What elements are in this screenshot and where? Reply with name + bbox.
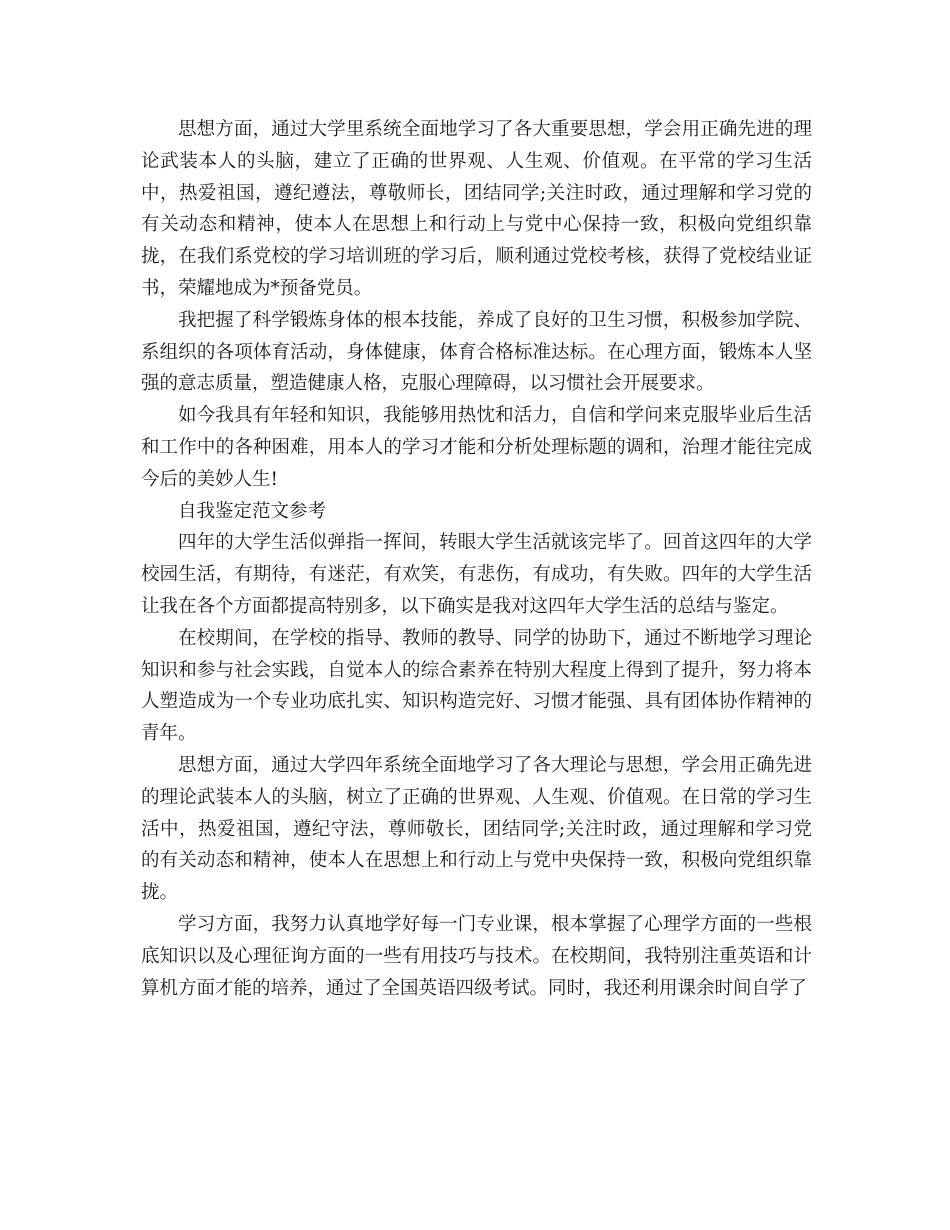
section-heading: 自我鉴定范文参考 [178,500,327,522]
paragraph-outlook: 如今我具有年轻和知识，我能够用热忱和活力，自信和学问来克服毕业后生活和工作中的各种困难，用本人的学习才能和分析处理标题的调和，治理才能往完成今后的美妙人生! [141,405,812,490]
paragraph-thought-2: 思想方面，通过大学四年系统全面地学习了各大理论与思想，学会用正确先进的理论武装本人的头脑，树立了正确的世界观、人生观、价值观。在日常的学习生活中，热爱祖国，遵纪守法，尊师敬长，团结同学;关注时政，通过理解和学习党的有关动态和精神，使本人在思想上和行动上与党中央保持一致，积极向党组织靠拢。 [141,754,812,904]
paragraph-thought-1: 思想方面，通过大学里系统全面地学习了各大重要思想，学会用正确先进的理论武装本人的头脑，建立了正确的世界观、人生观、价值观。在平常的学习生活中，热爱祖国，遵纪遵法，尊敬师长，团结同学;关注时政，通过理解和学习党的有关动态和精神，使本人在思想上和行动上与党中心保持一致，积极向党组织靠拢，在我们系党校的学习培训班的学习后，顺利通过党校考核，获得了党校结业证书，荣耀地成为*预备党员。 [141,119,812,299]
paragraph-physical: 我把握了科学锻炼身体的根本技能，养成了良好的卫生习惯，积极参加学院、系组织的各项体育活动，身体健康，体育合格标准达标。在心理方面，锻炼本人坚强的意志质量，塑造健康人格，克服心理障碍，以习惯社会开展要求。 [141,309,812,395]
document-body [141,114,812,1004]
paragraph-study: 学习方面，我努力认真地学好每一门专业课，根本掌握了心理学方面的一些根底知识以及心理征询方面的一些有用技巧与技术。在校期间，我特别注重英语和计算机方面才能的培养，通过了全国英语四级考试。同时，我还利用课余时间自学了 [141,913,812,999]
paragraph-intro: 四年的大学生活似弹指一挥间，转眼大学生活就该完毕了。回首这四年的大学校园生活，有期待，有迷茫，有欢笑，有悲伤，有成功，有失败。四年的大学生活让我在各个方面都提高特别多，以下确实是我对这四年大学生活的总结与鉴定。 [141,532,812,617]
paragraph-school-period: 在校期间，在学校的指导、教师的教导、同学的协助下，通过不断地学习理论知识和参与社会实践，自觉本人的综合素养在特别大程度上得到了提升，努力将本人塑造成为一个专业功底扎实、知识构造完好、习惯才能强、具有团体协作精神的青年。 [141,627,812,745]
